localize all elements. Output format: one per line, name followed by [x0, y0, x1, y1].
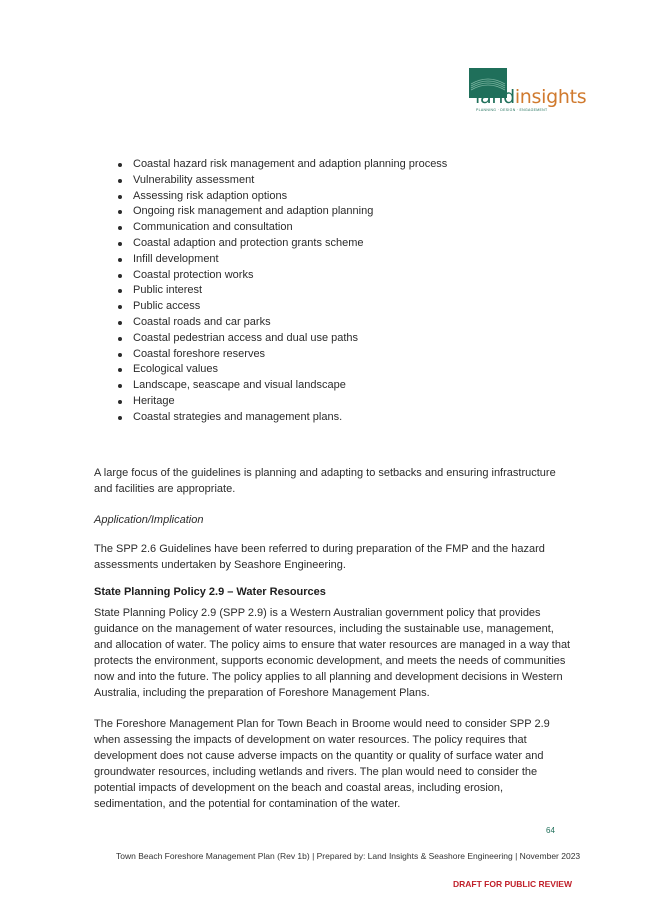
list-item: Coastal pedestrian access and dual use paths [117, 331, 447, 347]
section-heading-spp29: State Planning Policy 2.9 – Water Resources [94, 586, 326, 598]
list-item: Coastal strategies and management plans. [117, 410, 447, 426]
list-item: Infill development [117, 252, 447, 268]
list-item: Landscape, seascape and visual landscape [117, 378, 447, 394]
application-subheading: Application/Implication [94, 514, 204, 526]
list-item: Communication and consultation [117, 220, 447, 236]
list-item: Coastal adaption and protection grants scheme [117, 236, 447, 252]
land-insights-logo [466, 68, 587, 114]
list-item: Coastal foreshore reserves [117, 347, 447, 363]
list-item: Ecological values [117, 362, 447, 378]
list-item: Public access [117, 299, 447, 315]
list-item: Assessing risk adaption options [117, 189, 447, 205]
list-item: Ongoing risk management and adaption planning [117, 204, 447, 220]
page-number: 64 [546, 826, 555, 835]
spp29-intro-paragraph: State Planning Policy 2.9 (SPP 2.9) is a Western Australian government policy that provides guidance on the management of water resources, including the sustainable use, management, and allocation of water. The policy aims to ensure that water resources are managed in a way that protects the environment, supports economic development, and meets the needs of communities now and into the future. The policy applies to all planning and development decisions in Western Australia, including the preparation of Foreshore Management Plans. [94, 607, 571, 699]
list-item: Coastal protection works [117, 268, 447, 284]
draft-label: DRAFT FOR PUBLIC REVIEW [453, 879, 572, 889]
spp29-fmp-paragraph: The Foreshore Management Plan for Town Beach in Broome would need to consider SPP 2.9 when assessing the impacts of development on water resources. The policy requires that development does not cause adverse impacts on the quantity or quality of surface water and groundwater resources, including wetlands and rivers. The plan would need to consider the potential impacts of development on the beach and coastal areas, including erosion, sedimentation, and the potential for contamination of the water. [94, 718, 550, 810]
list-item: Coastal roads and car parks [117, 315, 447, 331]
spp26-paragraph: The SPP 2.6 Guidelines have been referred to during preparation of the FMP and the hazard assessments undertaken by Seashore Engineering. [94, 543, 545, 571]
logo-tagline: PLANNING · DESIGN · ENGAGEMENT [476, 108, 548, 112]
logo-word-land: land [475, 86, 515, 108]
topic-bullet-list [117, 157, 447, 426]
focus-paragraph: A large focus of the guidelines is planning and adapting to setbacks and ensuring infrastructure and facilities are appropriate. [94, 467, 556, 495]
list-item: Vulnerability assessment [117, 173, 447, 189]
footer-document-title: Town Beach Foreshore Management Plan (Rev 1b) | Prepared by: Land Insights & Seashore Engineering | November 2023 [116, 851, 581, 861]
logo-wordmark [475, 86, 586, 108]
list-item: Public interest [117, 283, 447, 299]
list-item: Heritage [117, 394, 447, 410]
logo-word-insights: insights [514, 86, 587, 108]
list-item: Coastal hazard risk management and adaption planning process [117, 157, 447, 173]
